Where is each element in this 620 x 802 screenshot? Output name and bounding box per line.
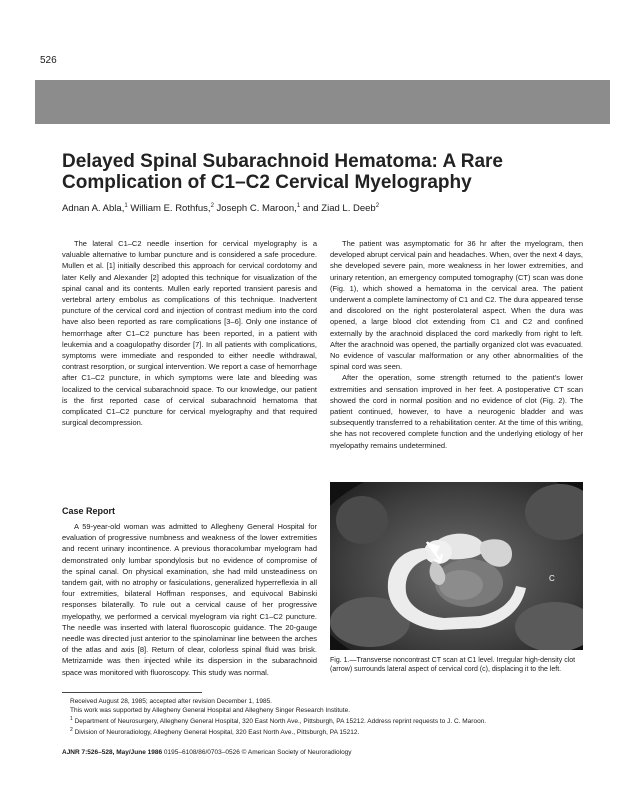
header-band <box>35 80 610 124</box>
author-affiliation-mark: 2 <box>375 203 380 209</box>
footnote-text: Department of Neurosurgery, Allegheny General Hospital, 320 East North Ave., Pittsburgh, PA 15212. Address reprint requests to J. C. Maroon. <box>72 718 487 726</box>
page-number: 526 <box>40 55 57 66</box>
journal-citation-details: 0195–6108/86/0703–0526 © American Society of Neuroradiology <box>162 749 352 756</box>
case-report-paragraph: A 59-year-old woman was admitted to Allegheny General Hospital for evaluation of progressive numbness and weakness of the lower extremities and recent urinary incontinence. A previous thoracolumbar myelogram had demonstrated only lumbar spondylosis but no evidence of compromise of the spinal canal. On physical examination, she had mild unsteadiness on tandem gait, with no atrophy or fasiculations, generalized hyperreflexia in all four extremities, bilateral Hoffman responses, and equivocal Babinski responses bilaterally. To rule out a cervical cause of her progressive myelopathy, we performed a cervical myelogram via right C1–C2 puncture. The needle was inserted with lateral fluoroscopic guidance. The 20-gauge needle was directed just anterior to the spinolaminar line between the arches of the atlas and axis [8]. Return of clear, colorless spinal fluid was brisk. Metrizamide was then injected while its dispersion in the subarachnoid space was monitored with fluoroscopy. This study was normal. <box>62 522 317 677</box>
footnote <box>70 706 570 715</box>
author-affiliation-mark: 2 <box>210 203 214 209</box>
footnote <box>70 726 570 737</box>
introduction-column <box>62 238 317 428</box>
journal-citation-volume: AJNR 7:526–528, May/June 1986 <box>62 749 163 756</box>
case-continuation-column <box>330 238 583 451</box>
journal-citation <box>62 749 352 756</box>
footnote <box>70 715 570 726</box>
footnote-text: Received August 28, 1985; accepted after revision December 1, 1985. <box>70 698 272 705</box>
author-list <box>62 203 379 214</box>
intro-paragraph: The lateral C1–C2 needle insertion for cervical myelography is a valuable alternative to lumbar puncture and is considered a safe procedure. Mullen et al. [1] initially described this approach for cervical cordotomy and later Kelly and Alexander [2] adopted this technique for visualization of the spinal canal and its contents. Mullen early reported transient paresis and vertebral artery embolus as complications of this technique. Inadvertent puncture of the cervical cord and injection of contrast medium into the cord have also been reported as rare complications [3–6]. Only one instance of hemorrhage after C1–C2 puncture has been reported, in a patient with leukemia and a coagulopathy disorder [7]. In all patients with complications, symptoms were immediate and responded to either needle withdrawal, contrast resorption, or surgical intervention. We report a case of hemorrhage after C1–C2 puncture, in which symptoms were late and bleeding was localized to the cervical subarachnoid space. To our knowledge, our patient is the first reported case of cervical subarachnoid hematoma that complicated C1–C2 puncture for cervical myelography and that required surgical decompression. <box>62 239 317 428</box>
body-paragraph: The patient was asymptomatic for 36 hr after the myelogram, then developed abrupt cervical pain and headaches. When, over the next 4 days, she developed severe pain, more weakness in her lower extremities, and urinary retention, an emergency computed tomography (CT) scan was done (Fig. 1), which showed a hematoma in the cervical area. The patient underwent a complete laminectomy of C1 and C2. The dura appeared tense and discolored on the right posterolateral aspect. When the dura was opened, a large blood clot extending from C1 and C2 and confined externally by the arachnoid displaced the cord markedly from right to left. After the arachnoid was opened, the partially organized clot was evacuated. No evidence of vascular malformation or any other abnormalities of the spinal cord was seen. <box>330 239 583 372</box>
footnote-mark: 2 <box>70 727 73 734</box>
footnote-divider <box>62 692 202 693</box>
case-report-heading: Case Report <box>62 506 116 516</box>
ct-scan-figure <box>330 482 583 650</box>
figure-label-cord: C <box>549 574 555 583</box>
author-affiliation-mark: 1 <box>296 203 301 209</box>
footnote <box>70 697 570 706</box>
footnote-text: This work was supported by Allegheny General Hospital and Allegheny Singer Research Institute. <box>70 707 351 714</box>
footnote-text: Division of Neuroradiology, Allegheny General Hospital, 320 East North Ave., Pittsburgh, PA 15212. <box>72 729 360 737</box>
author-name: and Ziad L. Deeb <box>300 203 376 215</box>
author-name: Joseph C. Maroon, <box>213 203 297 215</box>
author-name: William E. Rothfus, <box>127 203 211 215</box>
article-title: Delayed Spinal Subarachnoid Hematoma: A Rare Complication of C1–C2 Cervical Myelography <box>62 151 503 193</box>
author-name: Adnan A. Abla, <box>62 203 125 215</box>
footnotes <box>70 697 570 737</box>
author-affiliation-mark: 1 <box>124 203 128 209</box>
body-paragraph: After the operation, some strength returned to the patient's lower extremities and sensation improved in her feet. A postoperative CT scan showed the cord in normal position and no evidence of clot (Fig. 2). The patient continued, however, to have a neurogenic bladder and was subsequently transferred to a rehabilitation center. At the time of this writing, she has not recovered complete function and the underlying etiology of her myelopathy remains undetermined. <box>330 373 583 450</box>
case-report-column <box>62 521 317 678</box>
footnote-mark: 1 <box>70 716 73 722</box>
ct-scan-image <box>330 482 583 650</box>
figure-caption: Fig. 1.—Transverse noncontrast CT scan at C1 level. Irregular high-density clot (arrow) surrounds lateral aspect of cervical cord (c), displacing it to the left. <box>330 657 576 673</box>
